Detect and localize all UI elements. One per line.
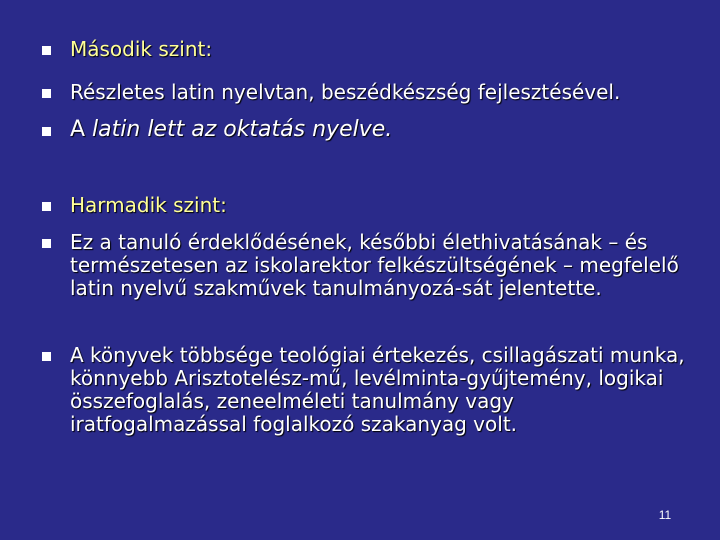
bullet-icon	[42, 89, 51, 98]
bullet-icon	[42, 239, 51, 248]
page-number: 11	[658, 508, 672, 522]
bullet-text-italic: latin lett az oktatás nyelve.	[92, 117, 393, 142]
bullet-text-konyvek: A könyvek többsége teológiai értekezés, csillagászati munka, könnyebb Arisztotelész-mű, levélminta-gyűjtemény, logikai összefoglalás, zeneelméleti tanulmány vagy iratfogalmazással foglalkozó szakanyag volt.	[70, 343, 685, 436]
bullet-icon	[42, 352, 51, 361]
bullet-icon	[42, 46, 51, 55]
bullet-icon	[42, 127, 51, 136]
bullet-text-reszletes: Részletes latin nyelvtan, beszédkészség fejlesztésével.	[70, 80, 621, 104]
bullet-text-tanulo: Ez a tanuló érdeklődésének, későbbi élethivatásának – és természetesen az iskolarektor felkészültségének – megfelelő latin nyelvű szakművek tanulmányozá-sát jelentette.	[70, 230, 679, 300]
bullet-text-latin-nyelve	[70, 117, 690, 142]
bullet-text-masodik-szint: Második szint:	[70, 37, 213, 61]
bullet-icon	[42, 202, 51, 211]
bullet-text-harmadik-szint: Harmadik szint:	[70, 193, 227, 217]
bullet-text-prefix: A	[70, 117, 93, 142]
